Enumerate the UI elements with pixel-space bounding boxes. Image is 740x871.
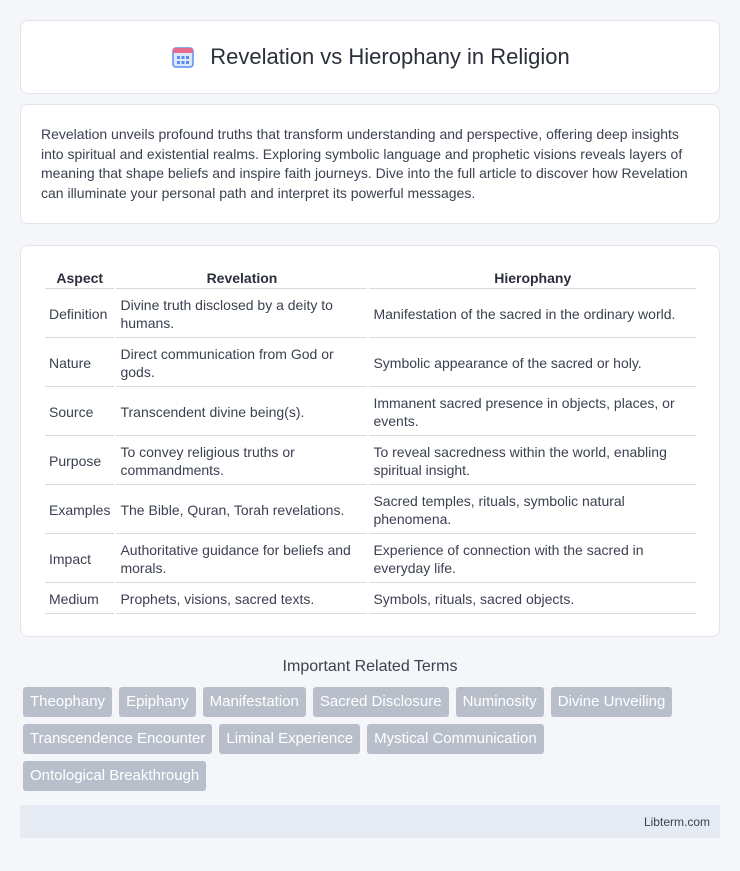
cell-revelation: Transcendent divine being(s). [116, 389, 367, 436]
related-terms-list [20, 687, 720, 791]
cell-hierophany: To reveal sacredness within the world, enabling spiritual insight. [369, 438, 696, 485]
cell-aspect: Nature [45, 340, 114, 387]
related-terms-title: Important Related Terms [282, 658, 458, 675]
cell-hierophany: Experience of connection with the sacred in everyday life. [369, 536, 696, 583]
title-card [20, 20, 720, 94]
cell-revelation: Direct communication from God or gods. [116, 340, 367, 387]
term-tag[interactable]: Sacred Disclosure [313, 687, 449, 717]
header-aspect: Aspect [45, 268, 114, 289]
cell-aspect: Examples [45, 487, 114, 534]
table-row [45, 487, 696, 534]
table-header-row [45, 268, 696, 289]
cell-revelation: Prophets, visions, sacred texts. [116, 585, 367, 614]
cell-aspect: Impact [45, 536, 114, 583]
comparison-table-card [20, 245, 720, 637]
term-tag[interactable]: Ontological Breakthrough [23, 761, 206, 791]
term-tag[interactable]: Manifestation [203, 687, 306, 717]
table-row [45, 291, 696, 338]
comparison-table [43, 266, 698, 616]
cell-revelation: To convey religious truths or commandments. [116, 438, 367, 485]
header-revelation: Revelation [116, 268, 367, 289]
table-row [45, 536, 696, 583]
cell-revelation: Authoritative guidance for beliefs and morals. [116, 536, 367, 583]
header-hierophany: Hierophany [369, 268, 696, 289]
footer-site-link[interactable]: Libterm.com [643, 814, 710, 829]
term-tag[interactable]: Liminal Experience [219, 724, 360, 754]
cell-aspect: Source [45, 389, 114, 436]
table-row [45, 438, 696, 485]
cell-hierophany: Immanent sacred presence in objects, places, or events. [369, 389, 696, 436]
cell-hierophany: Symbols, rituals, sacred objects. [369, 585, 696, 614]
cell-revelation: The Bible, Quran, Torah revelations. [116, 487, 367, 534]
table-row [45, 585, 696, 614]
cell-aspect: Purpose [45, 438, 114, 485]
term-tag[interactable]: Theophany [23, 687, 112, 717]
term-tag[interactable]: Epiphany [119, 687, 196, 717]
table-row [45, 340, 696, 387]
term-tag[interactable]: Numinosity [456, 687, 544, 717]
cell-hierophany: Symbolic appearance of the sacred or holy. [369, 340, 696, 387]
intro-text: Revelation unveils profound truths that transform understanding and perspective, offering deep insights into spiritual and existential realms. Exploring symbolic language and prophetic visions reveals layers of meaning that shape beliefs and inspire faith journeys. Dive into the full article to discover how Revelation can illuminate your personal path and interpret its powerful messages. [41, 126, 688, 201]
term-tag[interactable]: Mystical Communication [367, 724, 544, 754]
term-tag[interactable]: Transcendence Encounter [23, 724, 212, 754]
calendar-grid-icon [170, 44, 196, 70]
cell-hierophany: Sacred temples, rituals, symbolic natural phenomena. [369, 487, 696, 534]
cell-aspect: Medium [45, 585, 114, 614]
cell-revelation: Divine truth disclosed by a deity to humans. [116, 291, 367, 338]
intro-card [20, 104, 720, 224]
term-tag[interactable]: Divine Unveiling [551, 687, 673, 717]
cell-aspect: Definition [45, 291, 114, 338]
footer [20, 805, 720, 838]
cell-hierophany: Manifestation of the sacred in the ordinary world. [369, 291, 696, 338]
page-title: Revelation vs Hierophany in Religion [210, 44, 570, 69]
table-row [45, 389, 696, 436]
